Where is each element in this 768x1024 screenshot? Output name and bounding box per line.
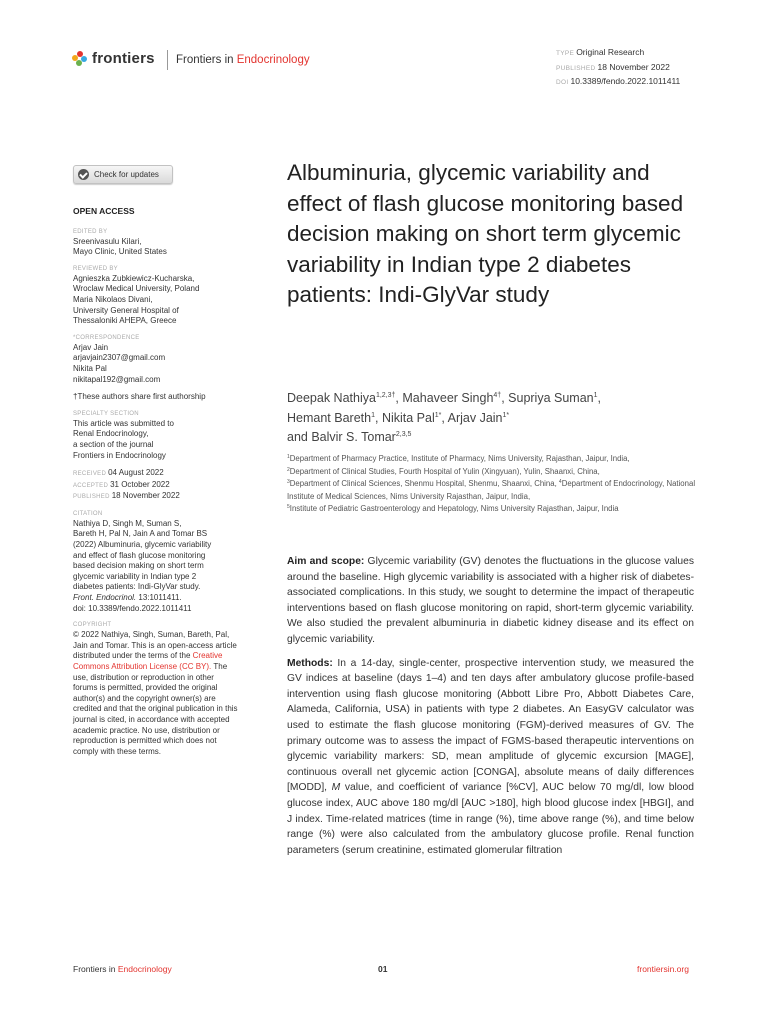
received-date: 04 August 2022	[108, 468, 164, 478]
logo-text: frontiers	[92, 50, 155, 67]
footer-site-link[interactable]: frontiersin.org	[637, 964, 689, 974]
specialty-section-block: SPECIALTY SECTION This article was submitted to Renal Endocrinology, a section of the journal Frontiers in Endocrinology	[73, 410, 174, 460]
frontiers-logo[interactable]	[72, 50, 155, 67]
dates-block: RECEIVED 04 August 2022 ACCEPTED 31 October 2022 PUBLISHED 18 November 2022	[73, 468, 180, 501]
footer-journal-name[interactable]: Frontiers in Endocrinology	[73, 964, 172, 974]
doi-link[interactable]: 10.3389/fendo.2022.1011411	[570, 76, 681, 86]
article-title: Albuminuria, glycemic variability and effect of flash glucose monitoring based decision making on short term glycemic variability in Indian type 2 diabetes patients: Indi-GlyVar study	[287, 160, 684, 307]
affiliation-item: $^1$Department of Pharmacy Practice, Institute of Pharmacy, Nims University, Rajasthan, Jaipur, India,	[287, 454, 630, 463]
affiliations	[287, 453, 707, 516]
author-name[interactable]: Mahaveer Singh$^{4\dagger}$	[402, 391, 502, 405]
author-name[interactable]: Hemant Bareth$^1$	[287, 410, 375, 425]
copyright-block: COPYRIGHT © 2022 Nathiya, Singh, Suman, Bareth, Pal, Jain and Tomar. This is an open-access article distributed under the terms of the Creative Commons Attribution License (CC BY). The use, distribution or reproduction in other forums is permitted, provided the original author(s) and the copyright owner(s) are credited and that the original publication in this journal is cited, in accordance with accepted academic practice. No use, distribution or reproduction is permitted which does not comply with these terms.	[73, 622, 238, 756]
abstract	[287, 554, 694, 866]
license-link[interactable]: Creative Commons Attribution License (CC BY).	[73, 651, 223, 671]
article-meta: TYPE Original Research PUBLISHED 18 November 2022 DOI 10.3389/fendo.2022.1011411	[556, 47, 681, 86]
edited-by-block: EDITED BY Sreenivasulu Kilari, Mayo Clinic, United States	[73, 228, 167, 257]
author-name[interactable]: and Balvir S. Tomar$^{2,3,5}$	[287, 430, 412, 444]
first-author-note: †These authors share first authorship	[73, 392, 206, 402]
frontiers-logo-icon	[72, 51, 88, 67]
citation-block: CITATION Nathiya D, Singh M, Suman S, Bareth H, Pal N, Jain A and Tomar BS (2022) Albuminuria, glycemic variability and effect of flash glucose monitoring based decision making on short term glycemic variability in Indian type 2 diabetes patients: Indi-GlyVar study. Front. Endocrinol. 13:1011411. doi: 10.3389/fendo.2022.1011411	[73, 510, 238, 614]
open-access-label: OPEN ACCESS	[73, 206, 135, 216]
accepted-date: 31 October 2022	[110, 479, 170, 489]
abstract-aim-paragraph: Aim and scope: Glycemic variability (GV) denotes the fluctuations in the glucose values around the baseline. High glycemic variability is associated with a higher risk of diabetes-associated complications. In this study, we sought to determine the impact of therapeutic interventions based on flash glucose monitoring on rapid, short-term glycemic variability. We also studied the prevalent albuminuria in diabetic kidney disease and its effect on glycemic variability.	[287, 556, 694, 645]
author-name[interactable]: Arjav Jain$^{1*}$	[447, 410, 510, 425]
reviewed-by-block: REVIEWED BY Agnieszka Zubkiewicz-Kucharska, Wroclaw Medical University, Poland Maria Nikolaos Divani, University General Hospital of Thessaloniki AHEPA, Greece	[73, 265, 200, 326]
page-number: 01	[378, 964, 388, 974]
author-name[interactable]: Deepak Nathiya$^{1,2,3\dagger}$	[287, 391, 396, 405]
author-name[interactable]: Supriya Suman$^1$	[508, 391, 598, 405]
check-icon	[78, 169, 89, 180]
citation-doi-link[interactable]: doi: 10.3389/fendo.2022.1011411	[73, 603, 192, 613]
correspondence-block: *CORRESPONDENCE Arjav Jain arjavjain2307@gmail.com Nikita Pal nikitapal192@gmail.com	[73, 334, 238, 385]
abstract-methods-paragraph: Methods: In a 14-day, single-center, prospective intervention study, we measured the GV indices at baseline (days 1–4) and ten days after ambulatory glucose profile-based intervention using flash glucose monitoring (Abbott Libre Pro, Abbott Diabetes Care, Alameda, California, USA) in patients with type 2 diabetes. An EasyGV calculator was used to estimate the flash glucose monitoring (FGM)-derived measures of GV. The primary outcome was to assess the impact of FGMS-based therapeutic interventions on glycemic variability markers: SD, mean amplitude of glycemic excursion [MAGE], continuous overall net glycemic action [CONGA], absolute means of daily differences [MODD], M value, and coefficient of variance [%CV], AUC below 70 mg/dl, low blood glucose index, AUC above 180 mg/dl [AUC >180], high blood glucose index [HBGI], and J index. Time-related matrices (time in range (%), time above range (%), and time below range (%) were also calculated from the ambulatory glucose profile. Renal function parameters (serum creatinine, estimated glomerular filtration	[287, 657, 694, 856]
check-for-updates-label: Check for updates	[94, 170, 159, 179]
check-for-updates-button[interactable]	[73, 165, 173, 184]
email-link[interactable]: arjavjain2307@gmail.com	[73, 353, 166, 363]
published-date: 18 November 2022	[111, 491, 180, 501]
author-name[interactable]: Nikita Pal$^{1*}$	[381, 410, 442, 425]
email-link[interactable]: nikitapal192@gmail.com	[73, 374, 161, 384]
author-list: Deepak Nathiya$^{1,2,3\dagger}$, Mahaveer Singh$^{4\dagger}$, Supriya Suman$^1$, Hemant Bareth$^1$, Nikita Pal$^{1*}$, Arjav Jain$^{1*}$ and Balvir S. Tomar$^{2,3,5}$	[287, 391, 602, 444]
affiliation-item: $^2$Department of Clinical Studies, Fourth Hospital of Yulin (Xingyuan), Yulin, Shaanxi, China,	[287, 466, 600, 476]
affiliation-item: $^5$Institute of Pediatric Gastroenterology and Hepatology, Nims University Rajasthan, Jaipur, India	[287, 504, 619, 514]
published-date: 18 November 2022	[597, 61, 670, 72]
article-sidebar	[73, 206, 238, 764]
article-type: Original Research	[576, 47, 645, 57]
affiliation-item: $^3$Department of Clinical Sciences, Shenmu Hospital, Shenmu, Shaanxi, China, $^4$Department of Endocrinology, National Institute of Medical Sciences, Nims University Rajasthan, Jaipur, India,	[287, 479, 696, 501]
journal-name[interactable]: Frontiers in Endocrinology	[167, 50, 310, 70]
